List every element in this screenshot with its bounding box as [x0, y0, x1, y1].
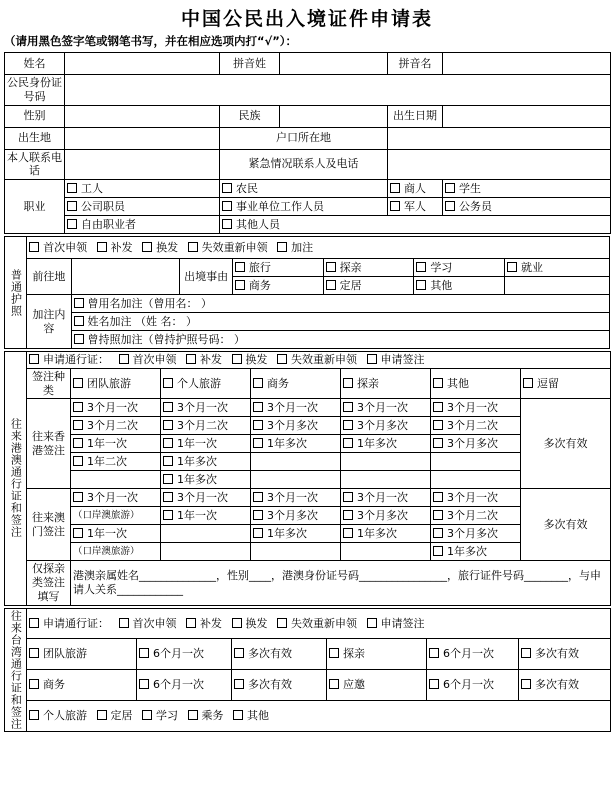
passport-table — [4, 236, 610, 349]
field-hukou[interactable] — [388, 127, 611, 149]
label-mo-visa: 往来澳门签注 — [27, 489, 71, 561]
hk-cell-3-1[interactable]: 1年多次 — [161, 453, 251, 471]
occupation-option-5[interactable]: 事业单位工作人员 — [220, 198, 388, 216]
hk-cell-0-2[interactable]: 3个月一次 — [251, 399, 341, 417]
passport-annotate-1[interactable]: 姓名加注 （姓 名： ） — [71, 313, 609, 331]
hk-cell-1-1[interactable]: 3个月二次 — [161, 417, 251, 435]
mo-cell-2-0[interactable]: 1年一次 — [71, 525, 161, 543]
field-relative-note[interactable]: 港澳亲属姓名______________，性别____，港澳身份证号码________________，旅行证件号码________，与申请人关系____________ — [71, 561, 611, 605]
field-birthplace[interactable] — [65, 127, 220, 149]
occupation-option-1[interactable]: 农民 — [220, 180, 388, 198]
field-emergency[interactable] — [388, 149, 611, 180]
taiwan-apply-row[interactable] — [27, 608, 611, 639]
field-name[interactable] — [65, 53, 220, 75]
passport-apply-1[interactable]: 补发 — [97, 241, 133, 255]
hk-cell-2-1[interactable]: 1年一次 — [161, 435, 251, 453]
hk-cell-4-3 — [341, 471, 431, 489]
taiwan-cell-1-3[interactable]: 应邀 — [327, 670, 427, 701]
label-gender: 性别 — [5, 105, 65, 127]
field-pinyin-surname[interactable] — [280, 53, 388, 75]
mo-cell-2-1 — [161, 525, 251, 543]
passport-purpose-5[interactable]: 定居 — [323, 277, 414, 295]
application-form-page — [0, 4, 614, 732]
taiwan-cell-0-0[interactable]: 团队旅游 — [27, 639, 137, 670]
hkmo-table — [4, 351, 611, 606]
taiwan-last-row[interactable] — [27, 700, 611, 731]
taiwan-cell-0-2[interactable]: 多次有效 — [232, 639, 327, 670]
label-emergency: 紧急情况联系人及电话 — [220, 149, 388, 180]
taiwan-apply-1[interactable]: 补发 — [186, 617, 222, 631]
occupation-option-8[interactable]: 自由职业者 — [65, 216, 220, 234]
passport-annotate-2[interactable]: 曾持照加注（曾持护照号码： ） — [71, 331, 609, 349]
passport-apply-type-row[interactable] — [27, 237, 610, 259]
mo-cell-3-3 — [341, 543, 431, 561]
mo-cell-2-2[interactable]: 1年多次 — [251, 525, 341, 543]
label-birthdate: 出生日期 — [388, 105, 443, 127]
hk-cell-3-2 — [251, 453, 341, 471]
hkmo-visa-kind-0[interactable]: 团队旅游 — [71, 368, 161, 399]
label-phone: 本人联系电话 — [5, 149, 65, 180]
taiwan-apply-visa[interactable]: 申请签注 — [367, 617, 425, 631]
mo-cell-0-2[interactable]: 3个月一次 — [251, 489, 341, 507]
label-name: 姓名 — [5, 53, 65, 75]
hk-cell-4-1[interactable]: 1年多次 — [161, 471, 251, 489]
hk-cell-0-3[interactable]: 3个月一次 — [341, 399, 431, 417]
hk-cell-1-2[interactable]: 3个月多次 — [251, 417, 341, 435]
taiwan-cell-0-4[interactable]: 6个月一次 — [427, 639, 519, 670]
passport-purpose-6[interactable]: 其他 — [414, 277, 505, 295]
mo-cell-1-1[interactable]: 1年一次 — [161, 507, 251, 525]
passport-apply-0[interactable]: 首次申领 — [29, 241, 87, 255]
mo-cell-1-0: （口岸澳旅游） — [71, 507, 161, 525]
field-destination[interactable] — [71, 259, 180, 295]
hkmo-apply-2[interactable]: 换发 — [232, 353, 268, 367]
hk-cell-4-0 — [71, 471, 161, 489]
hkmo-apply-visa[interactable]: 申请签注 — [367, 353, 425, 367]
mo-cell-0-1[interactable]: 3个月一次 — [161, 489, 251, 507]
hkmo-apply-row[interactable] — [27, 352, 611, 369]
hk-cell-3-0[interactable]: 1年二次 — [71, 453, 161, 471]
taiwan-last-0[interactable]: 个人旅游 — [29, 709, 87, 723]
field-gender[interactable] — [65, 105, 220, 127]
field-ethnic[interactable] — [280, 105, 388, 127]
passport-purpose-4[interactable]: 商务 — [232, 277, 323, 295]
passport-apply-2[interactable]: 换发 — [142, 241, 178, 255]
passport-purpose-3[interactable]: 就业 — [505, 259, 610, 277]
taiwan-cell-1-4[interactable]: 6个月一次 — [427, 670, 519, 701]
hk-cell-2-2[interactable]: 1年多次 — [251, 435, 341, 453]
hk-cell-2-0[interactable]: 1年一次 — [71, 435, 161, 453]
taiwan-cell-1-2[interactable]: 多次有效 — [232, 670, 327, 701]
taiwan-apply-2[interactable]: 换发 — [232, 617, 268, 631]
label-relative-note: 仅探亲类签注填写 — [27, 561, 71, 605]
mo-cell-3-2 — [251, 543, 341, 561]
section-label-passport: 普通护照 — [5, 237, 27, 349]
mo-cell-0-0[interactable]: 3个月一次 — [71, 489, 161, 507]
occupation-option-9[interactable]: 其他人员 — [220, 216, 611, 234]
section-label-hkmo: 往来港澳通行证和签注 — [5, 352, 27, 606]
hk-cell-3-3 — [341, 453, 431, 471]
passport-purpose-0[interactable]: 旅行 — [232, 259, 323, 277]
hkmo-apply-label: 申请通行证： — [29, 353, 109, 367]
passport-purpose-1[interactable]: 探亲 — [323, 259, 414, 277]
label-destination: 前往地 — [27, 259, 71, 295]
taiwan-cell-0-5[interactable]: 多次有效 — [519, 639, 611, 670]
hk-cell-2-4[interactable]: 3个月多次 — [431, 435, 521, 453]
mo-cell-2-4[interactable]: 3个月多次 — [431, 525, 521, 543]
label-birthplace: 出生地 — [5, 127, 65, 149]
label-occupation: 职业 — [5, 180, 65, 234]
taiwan-cell-1-0[interactable]: 商务 — [27, 670, 137, 701]
mo-cell-multi[interactable]: 多次有效 — [521, 489, 611, 561]
passport-apply-4[interactable]: 加注 — [277, 241, 313, 255]
hkmo-visa-kind-2[interactable]: 商务 — [251, 368, 341, 399]
occupation-option-4[interactable]: 公司职员 — [65, 198, 220, 216]
field-id-number[interactable] — [65, 75, 611, 106]
hk-cell-0-1[interactable]: 3个月一次 — [161, 399, 251, 417]
mo-cell-1-3[interactable]: 3个月多次 — [341, 507, 431, 525]
page-title: 中国公民出入境证件申请表 — [180, 8, 433, 30]
taiwan-apply-0[interactable]: 首次申领 — [119, 617, 177, 631]
occupation-option-7[interactable]: 公务员 — [443, 198, 611, 216]
mo-cell-0-4[interactable]: 3个月一次 — [431, 489, 521, 507]
mo-cell-2-3[interactable]: 1年多次 — [341, 525, 431, 543]
personal-info-table — [4, 52, 611, 234]
mo-cell-0-3[interactable]: 3个月一次 — [341, 489, 431, 507]
occupation-option-6[interactable]: 军人 — [388, 198, 443, 216]
hkmo-visa-kind-4[interactable]: 其他 — [431, 368, 521, 399]
form-instruction: （请用黑色签字笔或钢笔书写，并在相应选项内打“√”）： — [4, 34, 298, 48]
hk-cell-1-0[interactable]: 3个月二次 — [71, 417, 161, 435]
taiwan-last-2[interactable]: 学习 — [142, 709, 178, 723]
hk-cell-0-0[interactable]: 3个月一次 — [71, 399, 161, 417]
hkmo-apply-3[interactable]: 失效重新申领 — [277, 353, 357, 367]
field-birthdate[interactable] — [443, 105, 611, 127]
hk-cell-3-4 — [431, 453, 521, 471]
mo-cell-1-2[interactable]: 3个月多次 — [251, 507, 341, 525]
hk-cell-1-3[interactable]: 3个月多次 — [341, 417, 431, 435]
hkmo-visa-kind-1[interactable]: 个人旅游 — [161, 368, 251, 399]
hk-cell-0-4[interactable]: 3个月一次 — [431, 399, 521, 417]
taiwan-last-3[interactable]: 乘务 — [188, 709, 224, 723]
hkmo-apply-0[interactable]: 首次申领 — [119, 353, 177, 367]
label-purpose: 出境事由 — [180, 259, 232, 295]
field-pinyin-given[interactable] — [443, 53, 611, 75]
passport-purpose-blank — [505, 277, 610, 295]
mo-cell-3-1 — [161, 543, 251, 561]
taiwan-cell-1-5[interactable]: 多次有效 — [519, 670, 611, 701]
hkmo-visa-kind-3[interactable]: 探亲 — [341, 368, 431, 399]
taiwan-cell-0-1[interactable]: 6个月一次 — [137, 639, 232, 670]
hk-cell-4-4 — [431, 471, 521, 489]
occupation-option-3[interactable]: 学生 — [443, 180, 611, 198]
section-label-taiwan: 往来台湾通行证和签注 — [5, 608, 27, 731]
taiwan-cell-0-3[interactable]: 探亲 — [327, 639, 427, 670]
label-id-number: 公民身份证号码 — [5, 75, 65, 106]
hk-cell-2-3[interactable]: 1年多次 — [341, 435, 431, 453]
label-ethnic: 民族 — [220, 105, 280, 127]
hk-cell-4-2 — [251, 471, 341, 489]
taiwan-apply-3[interactable]: 失效重新申领 — [277, 617, 357, 631]
occupation-option-0[interactable]: 工人 — [65, 180, 220, 198]
taiwan-table — [4, 608, 611, 732]
occupation-option-2[interactable]: 商人 — [388, 180, 443, 198]
passport-apply-3[interactable]: 失效重新申领 — [188, 241, 268, 255]
label-hukou: 户口所在地 — [220, 127, 388, 149]
passport-purpose-2[interactable]: 学习 — [414, 259, 505, 277]
taiwan-cell-1-1[interactable]: 6个月一次 — [137, 670, 232, 701]
mo-cell-3-4[interactable]: 1年多次 — [431, 543, 521, 561]
hk-cell-1-4[interactable]: 3个月二次 — [431, 417, 521, 435]
taiwan-last-1[interactable]: 定居 — [97, 709, 133, 723]
label-pinyin-surname: 拼音姓 — [220, 53, 280, 75]
hkmo-visa-kind-5[interactable]: 逗留 — [521, 368, 611, 399]
label-pinyin-given: 拼音名 — [388, 53, 443, 75]
label-annotate: 加注内容 — [27, 295, 71, 349]
mo-cell-3-0: （口岸澳旅游） — [71, 543, 161, 561]
taiwan-apply-label: 申请通行证： — [29, 617, 109, 631]
hk-cell-multi[interactable]: 多次有效 — [521, 399, 611, 489]
passport-annotate-0[interactable]: 曾用名加注（曾用名： ） — [71, 295, 609, 313]
taiwan-last-4[interactable]: 其他 — [233, 709, 269, 723]
hkmo-apply-1[interactable]: 补发 — [186, 353, 222, 367]
field-phone[interactable] — [65, 149, 220, 180]
mo-cell-1-4[interactable]: 3个月二次 — [431, 507, 521, 525]
label-visa-kind: 签注种类 — [27, 368, 71, 399]
label-hk-visa: 往来香港签注 — [27, 399, 71, 489]
